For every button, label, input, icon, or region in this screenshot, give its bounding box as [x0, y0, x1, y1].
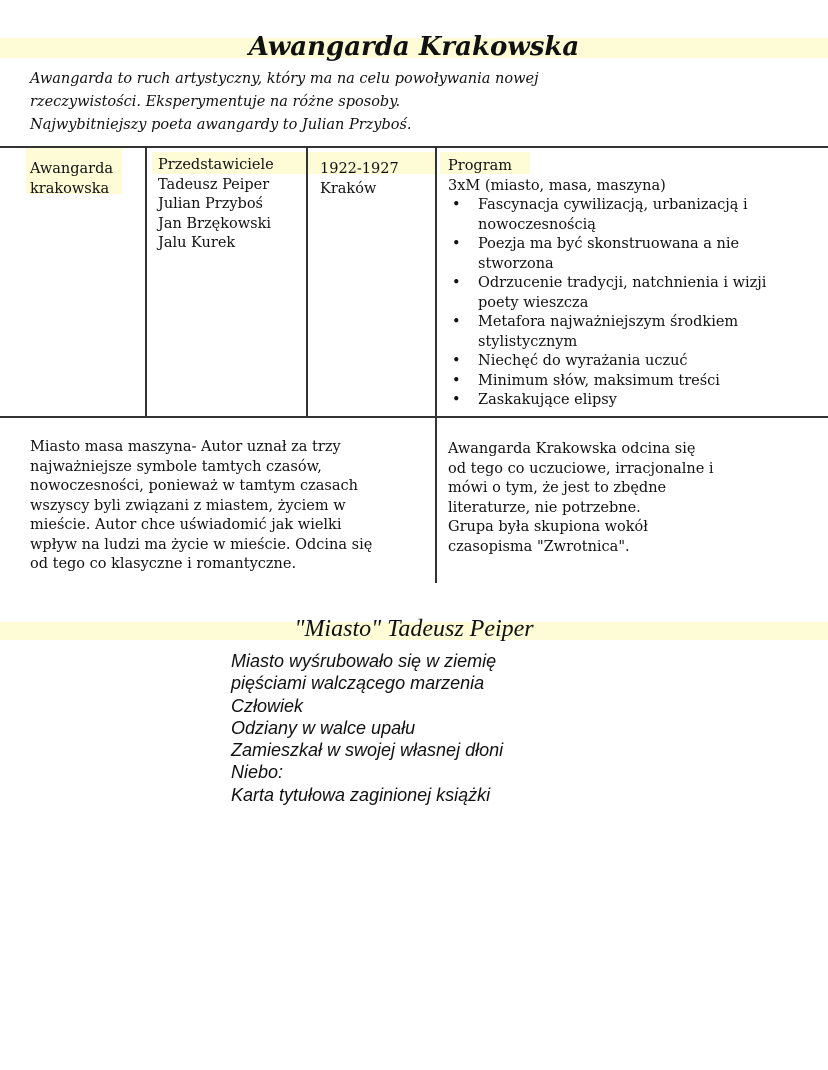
cell-text: krakowska — [30, 180, 110, 197]
cell-header: Program — [448, 158, 513, 174]
note-line: Awangarda Krakowska odcina się — [448, 441, 696, 457]
note-line: wszyscy byli związani z miastem, życiem w — [30, 497, 346, 514]
poem-line: pięściami walczącego marzenia — [231, 673, 485, 694]
note-line: od tego co uczuciowe, irracjonalne i — [448, 460, 714, 477]
left-note — [30, 438, 372, 575]
cell-text: Jan Brzękowski — [158, 215, 272, 232]
cell-text: Kraków — [320, 180, 377, 197]
poem-line: Niebo: — [231, 762, 284, 783]
cell-header: Przedstawiciele — [158, 157, 274, 173]
column-divider — [145, 146, 147, 416]
list-item: • Poezja ma być skonstruowana a nie stworzona — [478, 235, 808, 274]
cell-text: Tadeusz Peiper — [158, 176, 270, 193]
note-line: mówi o tym, że jest to zbędne — [448, 480, 667, 496]
poem-line: Miasto wyśrubowało się w ziemię — [231, 651, 497, 671]
table-cell-dates — [320, 160, 399, 199]
intro-line: rzeczywistości. Eksperymentuje na różne sposoby. — [30, 94, 401, 110]
note-line: od tego co klasyczne i romantyczne. — [30, 556, 297, 572]
column-divider — [435, 146, 437, 583]
list-item: • Odrzucenie tradycji, natchnienia i wizji poety wieszcza — [478, 274, 808, 313]
table-cell-program — [448, 157, 808, 411]
cell-text: 3xM (miasto, masa, maszyna) — [448, 177, 666, 194]
note-line: Grupa była skupiona wokół — [448, 519, 648, 535]
table-cell-movement — [30, 160, 113, 199]
table-bottom-border — [0, 416, 828, 418]
intro-text — [30, 68, 539, 137]
list-item: • Minimum słów, maksimum treści — [478, 372, 808, 392]
note-line: Miasto masa maszyna- Autor uznał za trzy — [30, 439, 341, 455]
cell-text: Awangarda — [30, 161, 113, 177]
note-line: mieście. Autor chce uświadomić jak wielki — [30, 517, 342, 533]
list-item: • Fascynacja cywilizacją, urbanizacją i nowoczesnością — [478, 196, 808, 235]
poem-line: Karta tytułowa zaginionej książki — [231, 784, 491, 805]
list-item: • Metafora najważniejszym środkiem stylistycznym — [478, 313, 808, 352]
poem-line: Odziany w walce upału — [231, 717, 416, 738]
cell-text: Jalu Kurek — [158, 235, 236, 251]
note-line: nowoczesności, ponieważ w tamtym czasach — [30, 478, 358, 494]
cell-text: 1922-1927 — [320, 161, 399, 177]
table-top-border — [0, 146, 828, 148]
list-item: • Niechęć do wyrażania uczuć — [478, 352, 808, 372]
column-divider — [306, 146, 308, 416]
note-line: literaturze, nie potrzebne. — [448, 499, 641, 516]
poem-line: Zamieszkał w swojej własnej dłoni — [231, 740, 504, 761]
note-line: czasopisma "Zwrotnica". — [448, 538, 630, 555]
list-item: • Zaskakujące elipsy — [478, 391, 808, 411]
poem-title: "Miasto" Tadeusz Peiper — [294, 616, 534, 642]
note-line: wpływ na ludzi ma życie w mieście. Odcina się — [30, 536, 373, 553]
cell-text: Julian Przyboś — [158, 196, 263, 212]
program-list — [448, 196, 808, 411]
table-cell-representatives — [158, 156, 274, 254]
page-title: Awangarda Krakowska — [248, 32, 580, 62]
poem-line: Człowiek — [231, 695, 304, 716]
intro-line: Najwybitniejszy poeta awangardy to Julian Przyboś. — [30, 117, 412, 133]
right-note — [448, 440, 714, 557]
poem-text — [231, 650, 503, 806]
intro-line: Awangarda to ruch artystyczny, który ma na celu powoływania nowej — [30, 71, 539, 87]
note-line: najważniejsze symbole tamtych czasów, — [30, 458, 322, 475]
